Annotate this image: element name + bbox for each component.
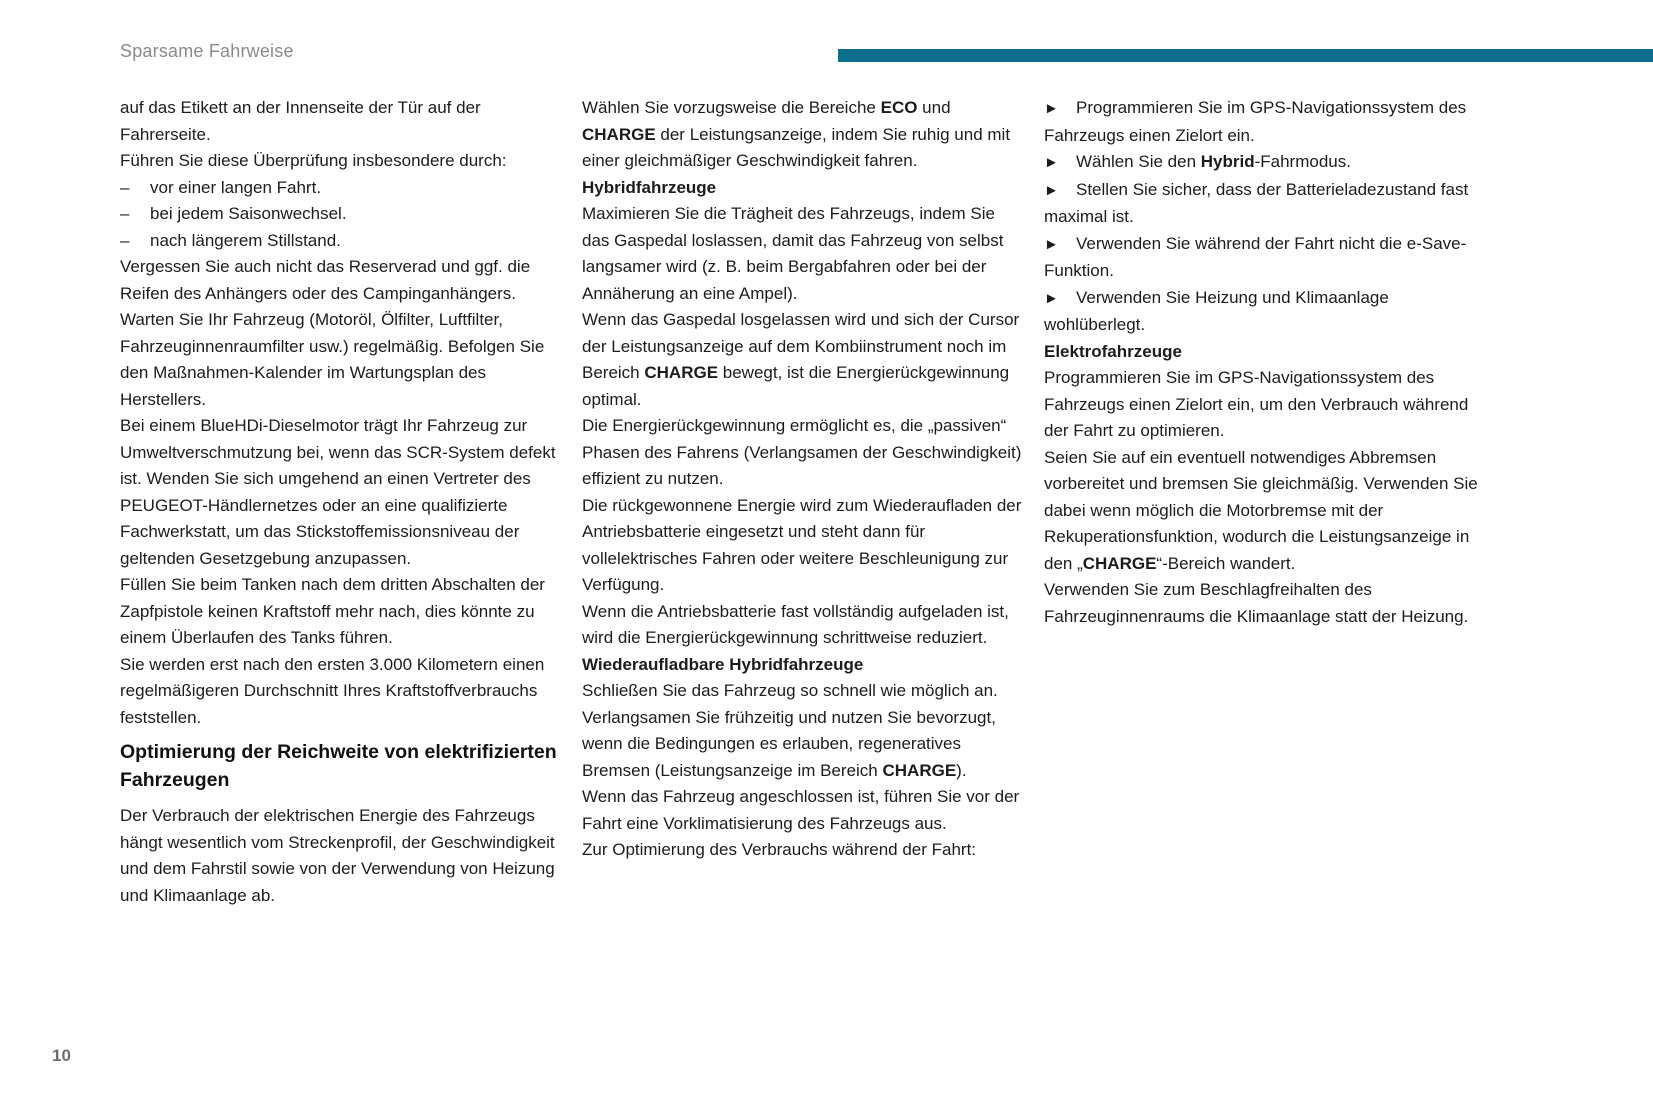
arrow-right-icon: ►: [1044, 181, 1059, 199]
paragraph: Wenn das Fahrzeug angeschlossen ist, führen Sie vor der Fahrt eine Vorklimatisierung des Fahrzeugs aus.: [582, 787, 1020, 833]
arrow-right-icon: ►: [1044, 154, 1059, 171]
paragraph: Seien Sie auf ein eventuell notwendiges Abbremsen vorbereitet und bremsen Sie gleichmäßig. Verwenden Sie dabei wenn möglich die Motorbremse mit der Rekuperationsfunktion, wodurch die Leistungsanzeige in den „CHARGE“-Bereich wandert.: [1044, 447, 1478, 573]
column-3: [1044, 95, 1489, 909]
page-content: [120, 95, 1489, 909]
paragraph: Führen Sie diese Überprüfung insbesondere durch:: [120, 151, 507, 170]
page-header-title: Sparsame Fahrweise: [120, 41, 294, 61]
emphasized-term: Hybrid: [1200, 152, 1255, 171]
emphasized-term: CHARGE: [882, 760, 957, 780]
header-accent-bar: [838, 49, 1653, 62]
paragraph: Die rückgewonnene Energie wird zum Wiederaufladen der Antriebsbatterie eingesetzt und steht dann für vollelektrisches Fahren oder weitere Beschleunigung zur Verfügung.: [582, 495, 1022, 594]
dash-icon: –: [120, 204, 130, 223]
sub-heading: Elektrofahrzeuge: [1044, 341, 1182, 361]
paragraph: Der Verbrauch der elektrischen Energie des Fahrzeugs hängt wesentlich vom Streckenprofil, der Geschwindigkeit und dem Fahrstil sowie von der Verwendung von Heizung und Klimaanlage ab.: [120, 806, 555, 905]
list-item-arrow: ► Programmieren Sie im GPS-Navigationssystem des Fahrzeugs einen Zielort ein.: [1044, 98, 1467, 145]
arrow-right-icon: ►: [1044, 289, 1059, 307]
dash-icon: –: [120, 177, 130, 197]
arrow-right-icon: ►: [1044, 235, 1059, 253]
list-item-dash: – vor einer langen Fahrt.: [120, 175, 565, 202]
list-item-arrow: ► Wählen Sie den Hybrid-Fahrmodus.: [1044, 149, 1489, 177]
emphasized-term: CHARGE: [644, 363, 719, 382]
paragraph: auf das Etikett an der Innenseite der Tür auf der Fahrerseite.: [120, 98, 481, 144]
paragraph: Wenn das Gaspedal losgelassen wird und sich der Cursor der Leistungsanzeige auf dem Kombiinstrument noch im Bereich CHARGE bewegt, ist die Energierückgewinnung optimal.: [582, 310, 1020, 409]
paragraph: Schließen Sie das Fahrzeug so schnell wie möglich an.: [582, 681, 998, 700]
sub-heading: Hybridfahrzeuge: [582, 177, 717, 197]
list-item-arrow: ► Verwenden Sie während der Fahrt nicht die e-Save-Funktion.: [1044, 233, 1467, 280]
list-item-dash: – bei jedem Saisonwechsel.: [120, 201, 565, 228]
paragraph: Wenn die Antriebsbatterie fast vollständig aufgeladen ist, wird die Energierückgewinnung schrittweise reduziert.: [582, 601, 1009, 647]
paragraph: Wählen Sie vorzugsweise die Bereiche ECO und CHARGE der Leistungsanzeige, indem Sie ruhig und mit einer gleichmäßiger Geschwindigkeit fahren.: [582, 98, 1011, 170]
section-heading: Optimierung der Reichweite von elektrifizierten Fahrzeugen: [120, 741, 557, 791]
paragraph: Bei einem BlueHDi-Dieselmotor trägt Ihr Fahrzeug zur Umweltverschmutzung bei, wenn das SCR-System defekt ist. Wenden Sie sich umgehend an einen Vertreter des PEUGEOT-Händlernetzes oder an eine qualifizierte Fachwerkstatt, um das Stickstoffemissionsniveau der geltenden Gesetzgebung anzupassen.: [120, 416, 556, 568]
page-number: 10: [52, 1046, 71, 1065]
paragraph: Sie werden erst nach den ersten 3.000 Kilometern einen regelmäßigeren Durchschnitt Ihres Kraftstoffverbrauchs feststellen.: [120, 654, 545, 727]
paragraph: Vergessen Sie auch nicht das Reserverad und ggf. die Reifen des Anhängers oder des Campinganhängers.: [120, 257, 531, 303]
list-item-arrow: ► Stellen Sie sicher, dass der Batterieladezustand fast maximal ist.: [1044, 179, 1469, 226]
dash-icon: –: [120, 230, 130, 250]
paragraph: Verwenden Sie zum Beschlagfreihalten des Fahrzeuginnenraums die Klimaanlage statt der Heizung.: [1044, 580, 1469, 626]
paragraph: Die Energierückgewinnung ermöglicht es, die „passiven“ Phasen des Fahrens (Verlangsamen der Geschwindigkeit) effizient zu nutzen.: [582, 416, 1022, 488]
paragraph: Füllen Sie beim Tanken nach dem dritten Abschalten der Zapfpistole keinen Kraftstoff mehr nach, dies könnte zu einem Überlaufen des Tanks führen.: [120, 575, 545, 647]
list-item-dash: – nach längerem Stillstand.: [120, 228, 565, 255]
column-2: [582, 95, 1027, 909]
paragraph: Maximieren Sie die Trägheit des Fahrzeugs, indem Sie das Gaspedal loslassen, damit das Fahrzeug von selbst langsamer wird (z. B. beim Bergabfahren oder bei der Annäherung an eine Ampel).: [582, 204, 1004, 303]
paragraph: Programmieren Sie im GPS-Navigationssystem des Fahrzeugs einen Zielort ein, um den Verbrauch während der Fahrt zu optimieren.: [1044, 368, 1469, 440]
column-1: [120, 95, 565, 909]
paragraph: Warten Sie Ihr Fahrzeug (Motoröl, Ölfilter, Luftfilter, Fahrzeuginnenraumfilter usw.) regelmäßig. Befolgen Sie den Maßnahmen-Kalender im Wartungsplan des Herstellers.: [120, 310, 545, 409]
paragraph: Verlangsamen Sie frühzeitig und nutzen Sie bevorzugt, wenn die Bedingungen es erlauben, regeneratives Bremsen (Leistungsanzeige im Bereich CHARGE).: [582, 707, 996, 780]
emphasized-term: CHARGE: [582, 124, 656, 144]
emphasized-term: ECO: [880, 98, 918, 117]
sub-heading: Wiederaufladbare Hybridfahrzeuge: [582, 654, 864, 674]
list-item-arrow: ► Verwenden Sie Heizung und Klimaanlage wohlüberlegt.: [1044, 287, 1389, 334]
paragraph: Zur Optimierung des Verbrauchs während der Fahrt:: [582, 840, 977, 859]
arrow-right-icon: ►: [1044, 100, 1059, 117]
emphasized-term: CHARGE: [1082, 553, 1157, 573]
